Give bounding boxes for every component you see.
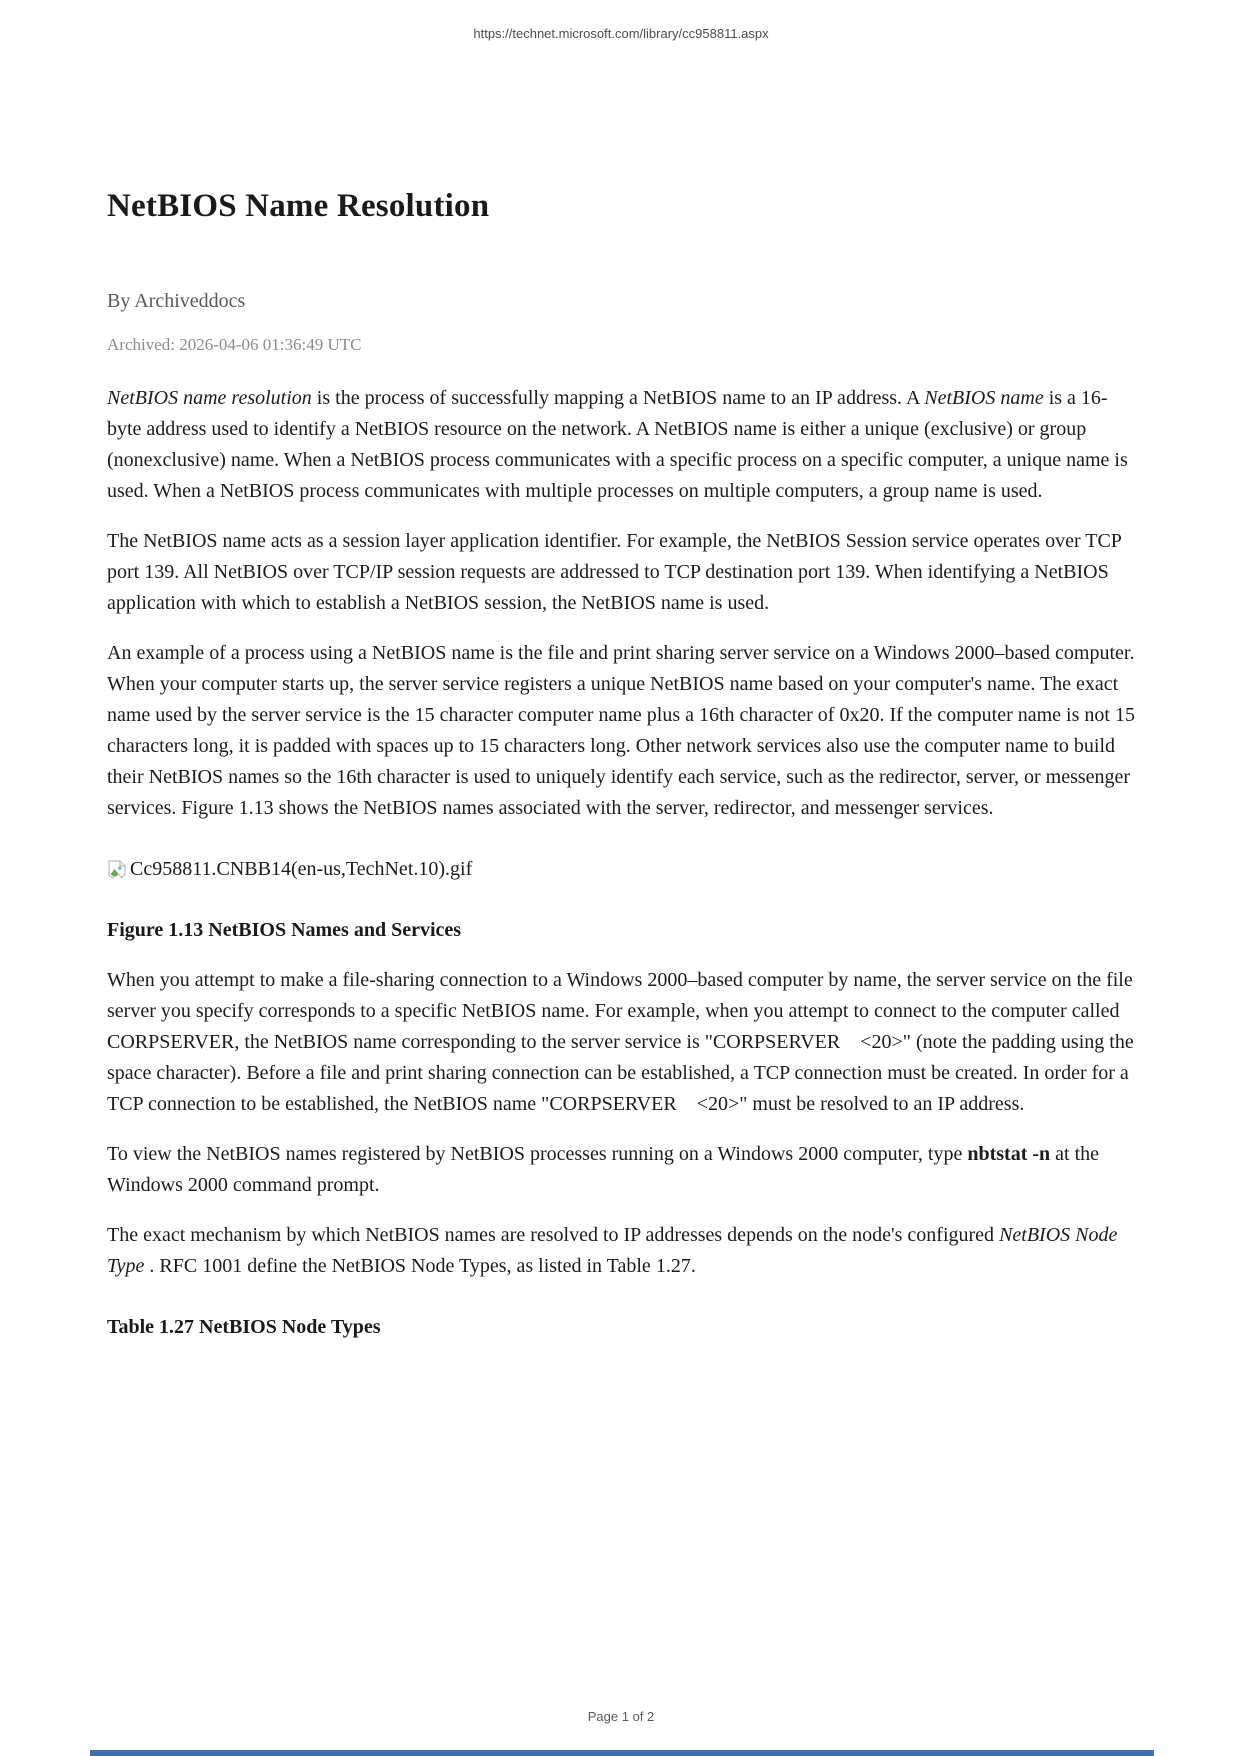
byline: By Archiveddocs <box>107 290 246 312</box>
page-number: Page 1 of 2 <box>587 1709 655 1724</box>
broken-image-placeholder <box>107 854 1137 885</box>
broken-image-icon <box>107 858 127 882</box>
table-header-top-sliver <box>90 1750 1154 1756</box>
paragraph: The exact mechanism by which NetBIOS names are resolved to IP addresses depends on the node's configured NetBIOS Node Type . RFC 1001 define the NetBIOS Node Types, as listed in Table 1.27. <box>107 1224 1123 1277</box>
article-content <box>107 0 1140 1349</box>
paragraph: NetBIOS name resolution is the process of successfully mapping a NetBIOS name to an IP address. A NetBIOS name is a 16-byte address used to identify a NetBIOS resource on the network. A NetBIOS name is either a unique (exclusive) or group (nonexclusive) name. When a NetBIOS process communicates with a specific process on a specific computer, a unique name is used. When a NetBIOS process communicates with multiple processes on multiple computers, a group name is used. <box>107 387 1133 502</box>
table-caption: Table 1.27 NetBIOS Node Types <box>107 1316 381 1338</box>
paragraph: An example of a process using a NetBIOS name is the file and print sharing server service on a Windows 2000–based computer. When your computer starts up, the server service registers a unique NetBIOS name based on your computer's name. The exact name used by the server service is the 15 character computer name plus a 16th character of 0x20. If the computer name is not 15 characters long, it is padded with spaces up to 15 characters long. Other network services also use the computer name to build their NetBIOS names so the 16th character is used to uniquely identify each service, such as the redirector, server, or messenger services. Figure 1.13 shows the NetBIOS names associated with the server, redirector, and messenger services. <box>107 642 1140 819</box>
paragraph: To view the NetBIOS names registered by NetBIOS processes running on a Windows 2000 computer, type nbtstat -n at the Windows 2000 command prompt. <box>107 1143 1104 1196</box>
figure-caption: Figure 1.13 NetBIOS Names and Services <box>107 919 462 941</box>
page-title: NetBIOS Name Resolution <box>107 188 490 224</box>
print-header-url: https://technet.microsoft.com/library/cc958811.aspx <box>473 26 769 41</box>
paragraph: When you attempt to make a file-sharing connection to a Windows 2000–based computer by name, the server service on the file server you specify corresponds to a specific NetBIOS name. For example, when you attempt to connect to the computer called CORPSERVER, the NetBIOS name corresponding to the server service is "CORPSERVER <20>" (note the padding using the space character). Before a file and print sharing connection can be established, a TCP connection must be created. In order for a TCP connection to be established, the NetBIOS name "CORPSERVER <20>" must be resolved to an IP address. <box>107 969 1139 1115</box>
paragraph: The NetBIOS name acts as a session layer application identifier. For example, the NetBIOS Session service operates over TCP port 139. All NetBIOS over TCP/IP session requests are addressed to TCP destination port 139. When identifying a NetBIOS application with which to establish a NetBIOS session, the NetBIOS name is used. <box>107 530 1127 614</box>
broken-image-alt-text: Cc958811.CNBB14(en-us,TechNet.10).gif <box>130 858 473 880</box>
archived-timestamp: Archived: 2026-04-06 01:36:49 UTC <box>107 335 362 354</box>
